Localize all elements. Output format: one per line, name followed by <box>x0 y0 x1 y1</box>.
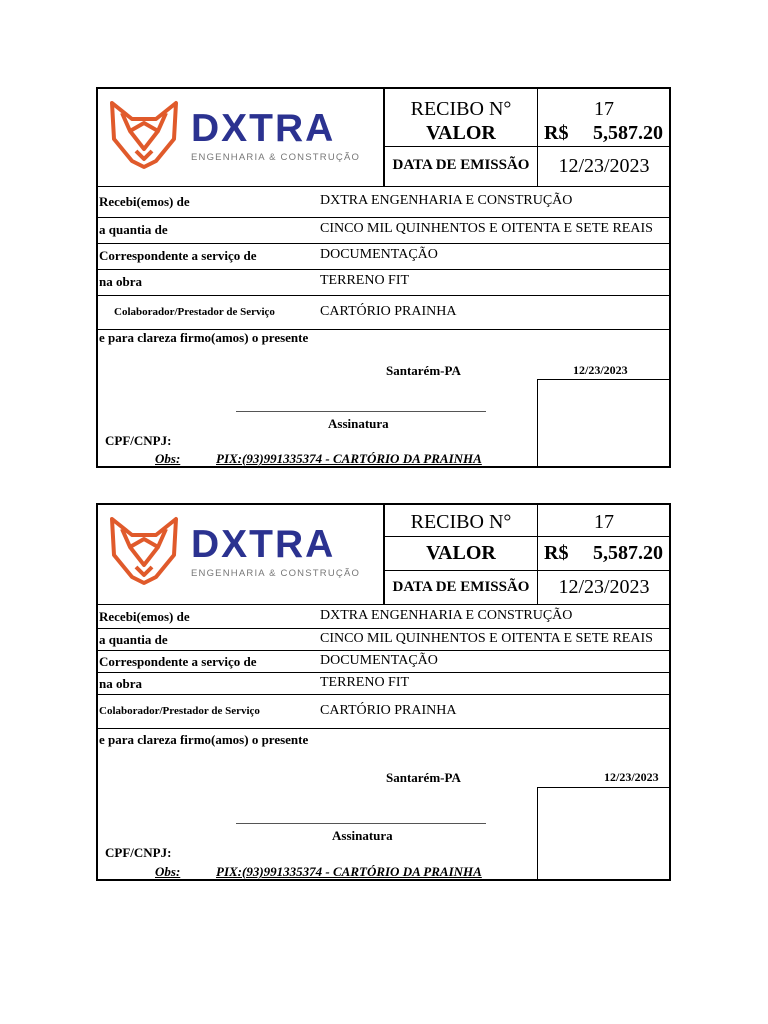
obra-valor: TERRENO FIT <box>320 675 410 690</box>
moeda: R$ <box>544 122 569 144</box>
data: 12/23/2023 <box>604 770 659 784</box>
obs-label: Obs: <box>155 451 181 466</box>
obs-valor: PIX:(93)991335374 - CARTÓRIO DA PRAINHA <box>216 864 482 879</box>
valor-label: VALOR <box>426 542 496 564</box>
colaborador-label: Colaborador/Prestador de Serviço <box>99 705 260 717</box>
valor: 5,587.20 <box>593 542 663 564</box>
recebi-label: Recebi(emos) de <box>99 609 190 624</box>
recebi-label: Recebi(emos) de <box>99 194 190 209</box>
recibo-label: RECIBO N° <box>410 98 512 120</box>
servico-valor: DOCUMENTAÇÃO <box>320 653 438 668</box>
recibo-label: RECIBO N° <box>410 511 512 533</box>
local: Santarém-PA <box>386 363 461 378</box>
obra-label: na obra <box>99 274 142 289</box>
data-emissao: 12/23/2023 <box>558 576 650 598</box>
receipt-1 <box>96 87 671 468</box>
data-emissao-label: DATA DE EMISSÃO <box>392 579 530 595</box>
recebi-valor: DXTRA ENGENHARIA E CONSTRUÇÃO <box>320 193 573 208</box>
recibo-numero: 17 <box>594 98 614 120</box>
signature-box <box>537 379 671 468</box>
cpf-label: CPF/CNPJ: <box>105 845 172 860</box>
brand-tagline: ENGENHARIA & CONSTRUÇÃO <box>191 152 361 163</box>
valor-label: VALOR <box>426 122 496 144</box>
wolf-logo-icon <box>108 515 180 587</box>
local: Santarém-PA <box>386 770 461 785</box>
valor: 5,587.20 <box>593 122 663 144</box>
obra-valor: TERRENO FIT <box>320 273 410 288</box>
quantia-label: a quantia de <box>99 632 168 647</box>
recebi-valor: DXTRA ENGENHARIA E CONSTRUÇÃO <box>320 608 573 623</box>
clareza-text: e para clareza firmo(amos) o presente <box>99 330 309 345</box>
brand-name: DXTRA <box>191 523 336 566</box>
quantia-valor: CINCO MIL QUINHENTOS E OITENTA E SETE REAIS <box>320 221 653 236</box>
colaborador-valor: CARTÓRIO PRAINHA <box>320 703 457 718</box>
wolf-logo-icon <box>108 99 180 171</box>
brand-tagline: ENGENHARIA & CONSTRUÇÃO <box>191 568 361 579</box>
signature-line <box>236 823 486 824</box>
colaborador-label: Colaborador/Prestador de Serviço <box>114 306 275 318</box>
obs-valor: PIX:(93)991335374 - CARTÓRIO DA PRAINHA <box>216 451 482 466</box>
colaborador-valor: CARTÓRIO PRAINHA <box>320 304 457 319</box>
logo-area <box>98 505 385 605</box>
quantia-valor: CINCO MIL QUINHENTOS E OITENTA E SETE REAIS <box>320 631 653 646</box>
assinatura-label: Assinatura <box>332 828 393 843</box>
clareza-text: e para clareza firmo(amos) o presente <box>99 732 309 747</box>
data: 12/23/2023 <box>573 363 628 377</box>
recibo-numero: 17 <box>594 511 614 533</box>
cpf-label: CPF/CNPJ: <box>105 433 172 448</box>
signature-line <box>236 411 486 412</box>
servico-label: Correspondente a serviço de <box>99 654 257 669</box>
signature-box <box>537 787 671 881</box>
quantia-label: a quantia de <box>99 222 168 237</box>
logo-area <box>98 89 385 187</box>
servico-valor: DOCUMENTAÇÃO <box>320 247 438 262</box>
data-emissao: 12/23/2023 <box>558 155 650 177</box>
servico-label: Correspondente a serviço de <box>99 248 257 263</box>
moeda: R$ <box>544 542 569 564</box>
receipt-2 <box>96 503 671 881</box>
obs-label: Obs: <box>155 864 181 879</box>
data-emissao-label: DATA DE EMISSÃO <box>392 157 530 173</box>
brand-name: DXTRA <box>191 107 336 150</box>
assinatura-label: Assinatura <box>328 416 389 431</box>
obra-label: na obra <box>99 676 142 691</box>
